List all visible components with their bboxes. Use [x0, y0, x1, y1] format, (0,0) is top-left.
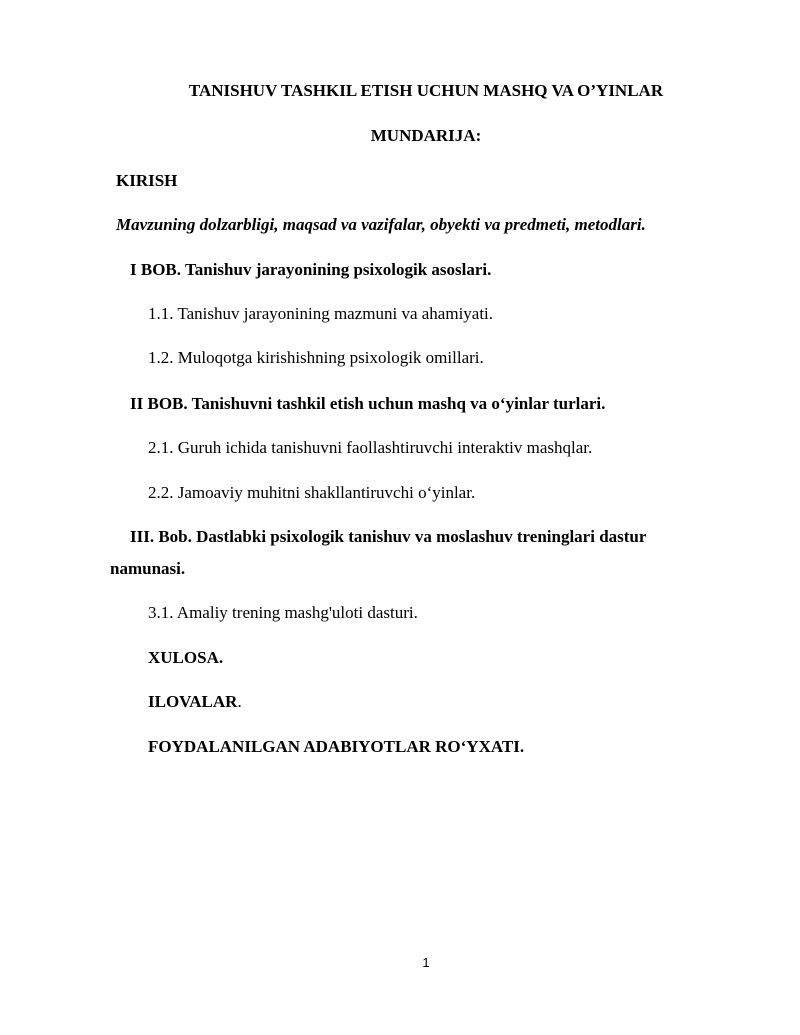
- toc-chapter-3-line-2: namunasi.: [110, 559, 186, 578]
- contents-heading: MUNDARIJA:: [370, 126, 482, 145]
- toc-chapter-1: I BOB. Tanishuv jarayonining psixologik asoslari.: [130, 260, 492, 279]
- toc-conclusion: XULOSA.: [148, 648, 224, 667]
- toc-references: FOYDALANILGAN ADABIYOTLAR RO‘YXATI.: [148, 737, 525, 756]
- toc-chapter-3-line-1: III. Bob. Dastlabki psixologik tanishuv va moslashuv treninglari dastur: [130, 527, 647, 546]
- toc-appendix-period: .: [237, 692, 242, 711]
- toc-appendix-label: ILOVALAR: [148, 692, 238, 711]
- page-number: 1: [422, 955, 430, 970]
- toc-section-1-1: 1.1. Tanishuv jarayonining mazmuni va ahamiyati.: [148, 304, 494, 323]
- toc-chapter-2: II BOB. Tanishuvni tashkil etish uchun mashq va o‘yinlar turlari.: [130, 394, 606, 413]
- toc-intro-subtitle: Mavzuning dolzarbligi, maqsad va vazifalar, obyekti va predmeti, metodlari.: [116, 215, 646, 234]
- toc-section-1-2: 1.2. Muloqotga kirishishning psixologik omillari.: [148, 348, 484, 367]
- document-title: TANISHUV TASHKIL ETISH UCHUN MASHQ VA O’YINLAR: [188, 81, 664, 100]
- toc-section-2-1: 2.1. Guruh ichida tanishuvni faollashtiruvchi interaktiv mashqlar.: [148, 438, 593, 457]
- toc-appendix: [148, 691, 242, 713]
- toc-intro: KIRISH: [116, 171, 178, 190]
- toc-section-2-2: 2.2. Jamoaviy muhitni shakllantiruvchi o‘yinlar.: [148, 483, 476, 502]
- toc-section-3-1: 3.1. Amaliy trening mashg'uloti dasturi.: [148, 603, 418, 622]
